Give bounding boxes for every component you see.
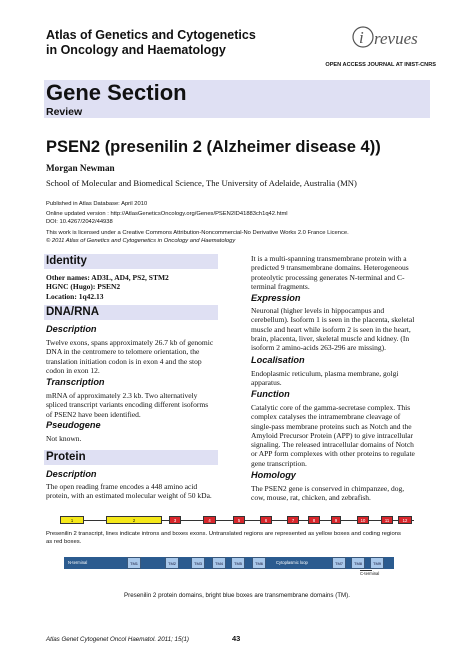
hgnc-name: HGNC (Hugo): PSEN2 xyxy=(46,282,121,292)
transcription-heading: Transcription xyxy=(46,377,105,387)
caption-line: as red boxes. xyxy=(46,538,82,545)
protein-description-heading: Description xyxy=(46,469,97,479)
tm-domain-7: TM7 xyxy=(332,557,346,569)
transcription-text xyxy=(46,391,218,419)
inist-revues-logo xyxy=(352,22,442,54)
author-name: Morgan Newman xyxy=(46,163,115,173)
text-line: cow, mouse, rat, chicken, and zebrafish. xyxy=(251,493,371,503)
text-line: The PSEN2 gene is conserved in chimpanzee, dog, xyxy=(251,484,405,493)
online-version-link[interactable]: Online updated version : http://AtlasGeneticsOncology.org/Genes/PSEN2ID41883ch1q42.html xyxy=(46,211,288,217)
logo-i: i xyxy=(359,28,364,47)
text-line: Twelve exons, spans approximately 26.7 kb of genomic xyxy=(46,338,214,347)
identity-heading: Identity xyxy=(46,255,87,267)
n-terminal-label: N-terminal xyxy=(68,560,88,565)
cytoplasmic-loop-label: Cytoplasmic loop xyxy=(276,560,308,565)
other-names: Other names: AD3L, AD4, PS2, STM2 xyxy=(46,273,169,282)
tm-domain-2: TM2 xyxy=(165,557,179,569)
exon-1: 1 xyxy=(60,516,84,524)
transcript-caption xyxy=(46,531,426,547)
author-affiliation: School of Molecular and Biomedical Science, The University of Adelaide, Australia (MN) xyxy=(46,178,357,188)
function-heading: Function xyxy=(251,389,290,399)
tm-domain-9: TM9 xyxy=(370,557,384,569)
transcript-diagram xyxy=(46,513,418,527)
c-terminal-label: C-terminal xyxy=(360,571,380,576)
exon-8: 8 xyxy=(308,516,320,524)
license-text: This work is licensed under a Creative Commons Attribution-Noncommercial-No Derivative Works 2.0 France Licence. xyxy=(46,230,349,236)
text-line: Amyloid Precursor Protein (APP) to give intracellular xyxy=(251,430,414,440)
copyright-text: © 2011 Atlas of Genetics and Cytogenetics in Oncology and Haematology xyxy=(46,238,236,244)
protein-intro xyxy=(251,254,433,291)
tm-domain-3: TM3 xyxy=(191,557,205,569)
section-title: Gene Section xyxy=(46,80,187,105)
journal-title-line-1: Atlas of Genetics and Cytogenetics xyxy=(46,28,256,42)
text-line: signaling. The released intracellular domains of Notch xyxy=(251,440,414,449)
dna-description-heading: Description xyxy=(46,324,97,334)
tm-domain-5: TM5 xyxy=(231,557,245,569)
text-line: complex catalyses the intramembrane cleavage of xyxy=(251,412,401,422)
text-line: proteolytic processing generates N-terminal and C- xyxy=(251,272,405,282)
caption-line: Presenilin 2 transcript, lines indicate introns and boxes exons. Untranslated regions are represented as yellow boxes and coding regions xyxy=(46,531,401,537)
journal-title-line-2: in Oncology and Haematology xyxy=(46,43,226,57)
text-line: Endoplasmic reticulum, plasma membrane, golgi xyxy=(251,369,399,378)
exon-7: 7 xyxy=(287,516,299,524)
published-date: Published in Atlas Database: April 2010 xyxy=(46,201,148,207)
text-line: predicted 9 transmembrane domains. Heterogeneous xyxy=(251,263,409,273)
exon-5: 5 xyxy=(233,516,245,524)
protein-domain-diagram xyxy=(64,555,394,581)
exon-10: 10 xyxy=(357,516,369,524)
text-line: isoform 2 amino-acids 263-296 are missing). xyxy=(251,343,386,352)
text-line: The open reading frame encodes a 448 amino acid xyxy=(46,482,198,491)
localisation-heading: Localisation xyxy=(251,355,305,365)
footer-citation: Atlas Genet Cytogenet Oncol Haematol. 2011; 15(1) xyxy=(46,636,189,643)
exon-12: 12 xyxy=(398,516,412,524)
doi: DOI: 10.4267/2042/44938 xyxy=(46,219,113,225)
text-line: muscle and heart while isoform 2 is seen in the heart, xyxy=(251,324,411,334)
text-line: protein, with an estimated molecular weight of 50 kDa. xyxy=(46,491,212,501)
exon-11: 11 xyxy=(381,516,393,524)
text-line: apparatus. xyxy=(251,378,282,388)
tm-domain-8: TM8 xyxy=(351,557,365,569)
dna-description xyxy=(46,338,218,375)
open-access-label: OPEN ACCESS JOURNAL AT INIST-CNRS xyxy=(325,62,436,68)
function-text xyxy=(251,403,433,468)
text-line: spliced transcript variants encoding different isoforms xyxy=(46,400,209,410)
homology-text xyxy=(251,484,433,503)
gene-location: Location: 1q42.13 xyxy=(46,291,104,301)
protein-description xyxy=(46,482,218,501)
exon-9: 9 xyxy=(331,516,341,524)
page-number: 43 xyxy=(232,634,241,643)
text-line: Catalytic core of the gamma-secretase complex. This xyxy=(251,403,411,412)
protein-domain-caption: Presenilin 2 protein domains, bright blue boxes are transmembrane domains (TM). xyxy=(124,592,350,599)
text-line: codon in exon 12. xyxy=(46,365,100,375)
text-line: gene transcription. xyxy=(251,458,307,468)
exon-2: 2 xyxy=(106,516,162,524)
text-line: It is a multi-spanning transmembrane protein with a xyxy=(251,254,407,263)
text-line: single-pass membrane proteins such as Notch and the xyxy=(251,421,412,431)
exon-3: 3 xyxy=(169,516,181,524)
expression-text xyxy=(251,306,433,352)
text-line: or APP form complexes with other proteins to regulate xyxy=(251,449,415,459)
text-line: cerebellum). Isoform 1 is seen in the placenta, skeletal xyxy=(251,315,415,325)
text-line: DNA in the centromere to telomere orientation, the xyxy=(46,347,200,357)
text-line: mRNA of approximately 2.3 kb. Two alternatively xyxy=(46,391,198,400)
localisation-text xyxy=(251,369,433,388)
tm-domain-4: TM4 xyxy=(212,557,226,569)
text-line: translation initiation codon is in exon 4 and the stop xyxy=(46,356,202,366)
text-line: terminal fragments. xyxy=(251,281,310,291)
exon-6: 6 xyxy=(260,516,272,524)
logo-text: revues xyxy=(374,29,418,48)
tm-domain-6: TM6 xyxy=(252,557,266,569)
pseudogene-text: Not known. xyxy=(46,434,82,443)
expression-heading: Expression xyxy=(251,293,301,303)
dna-heading: DNA/RNA xyxy=(46,306,100,318)
section-subtitle: Review xyxy=(46,106,83,118)
exon-4: 4 xyxy=(203,516,216,524)
journal-title xyxy=(46,28,276,58)
homology-heading: Homology xyxy=(251,470,296,480)
text-line: brain, placenta, liver, skeletal muscle and kidney. (In xyxy=(251,333,410,343)
text-line: Neuronal (higher levels in hippocampus and xyxy=(251,306,385,315)
identity-block xyxy=(46,273,218,301)
tm-domain-1: TM1 xyxy=(127,557,141,569)
pseudogene-heading: Pseudogene xyxy=(46,420,101,430)
protein-heading: Protein xyxy=(46,451,86,463)
article-title: PSEN2 (presenilin 2 (Alzheimer disease 4)) xyxy=(46,138,381,156)
text-line: of PSEN2 have been identified. xyxy=(46,409,141,419)
